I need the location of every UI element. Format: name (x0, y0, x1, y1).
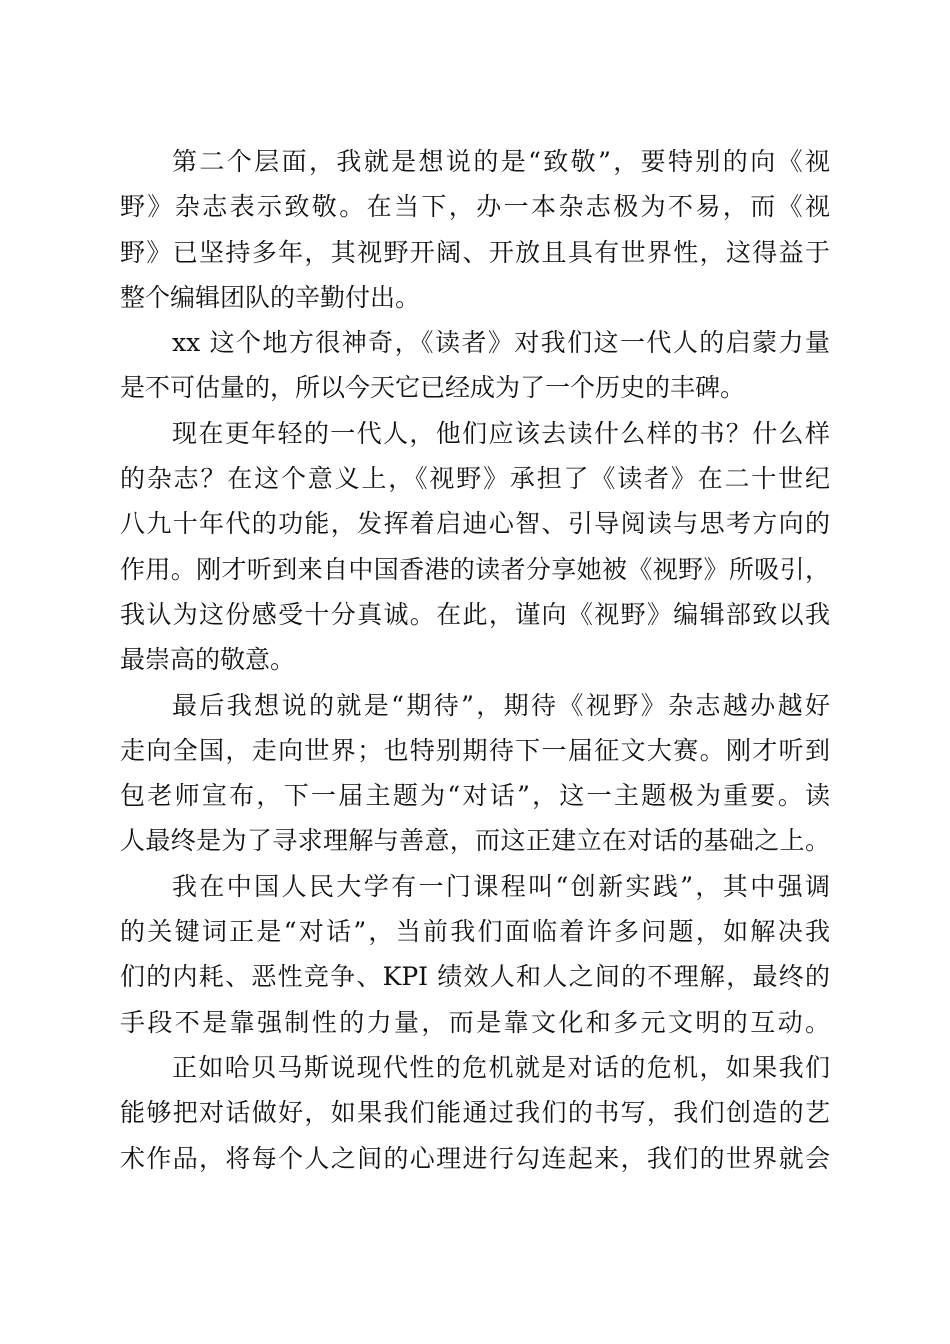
text-line: 整个编辑团队的辛勤付出。 (120, 282, 421, 312)
text-line: 最崇高的敬意。 (120, 645, 296, 675)
paragraph (120, 1045, 830, 1181)
text-line: 野》杂志表示致敬。在当下，办一本杂志极为不易，而《视 (120, 192, 830, 222)
text-line: xx 这个地方很神奇，《读者》对我们这一代人的启蒙力量 (172, 328, 830, 358)
text-line: 野》已坚持多年，其视野开阔、开放且具有世界性，这得益于 (120, 237, 830, 267)
text-line: 我认为这份感受十分真诚。在此，谨向《视野》编辑部致以我 (120, 599, 830, 629)
paragraph (120, 320, 830, 411)
text-line: 我在中国人民大学有一门课程叫“创新实践”，其中强调 (172, 871, 830, 901)
text-line: 作用。刚才听到来自中国香港的读者分享她被《视野》所吸引， (120, 554, 830, 584)
text-line: 是不可估量的，所以今天它已经成为了一个历史的丰碑。 (120, 373, 746, 403)
text-line: 手段不是靠强制性的力量，而是靠文化和多元文明的互动。 (120, 1007, 830, 1037)
text-line: 术作品，将每个人之间的心理进行勾连起来，我们的世界就会 (120, 1143, 830, 1173)
text-line: 正如哈贝马斯说现代性的危机就是对话的危机，如果我们 (172, 1052, 830, 1082)
text-line: 们的内耗、恶性竞争、KPI 绩效人和人之间的不理解，最终的 (120, 962, 830, 992)
paragraph (120, 864, 830, 1045)
text-line: 人最终是为了寻求理解与善意，而这正建立在对话的基础之上。 (120, 826, 830, 856)
text-line: 现在更年轻的一代人，他们应该去读什么样的书？什么样 (172, 418, 830, 448)
document-body (120, 139, 830, 1181)
text-line: 包老师宣布，下一届主题为“对话”，这一主题极为重要。读 (120, 781, 830, 811)
text-line: 第二个层面，我就是想说的是“致敬”，要特别的向《视 (172, 147, 830, 176)
text-line: 八九十年代的功能，发挥着启迪心智、引导阅读与思考方向的 (120, 509, 830, 539)
text-line: 的关键词正是“对话”，当前我们面临着许多问题，如解决我 (120, 917, 830, 947)
text-line: 能够把对话做好，如果我们能通过我们的书写，我们创造的艺 (120, 1098, 830, 1128)
text-line: 走向全国，走向世界；也特别期待下一届征文大赛。刚才听到 (120, 735, 830, 765)
text-line: 的杂志？在这个意义上，《视野》承担了《读者》在二十世纪 (120, 464, 830, 494)
text-line: 最后我想说的就是“期待”，期待《视野》杂志越办越好 (172, 690, 830, 720)
paragraph (120, 139, 830, 320)
paragraph (120, 411, 830, 683)
paragraph (120, 683, 830, 864)
